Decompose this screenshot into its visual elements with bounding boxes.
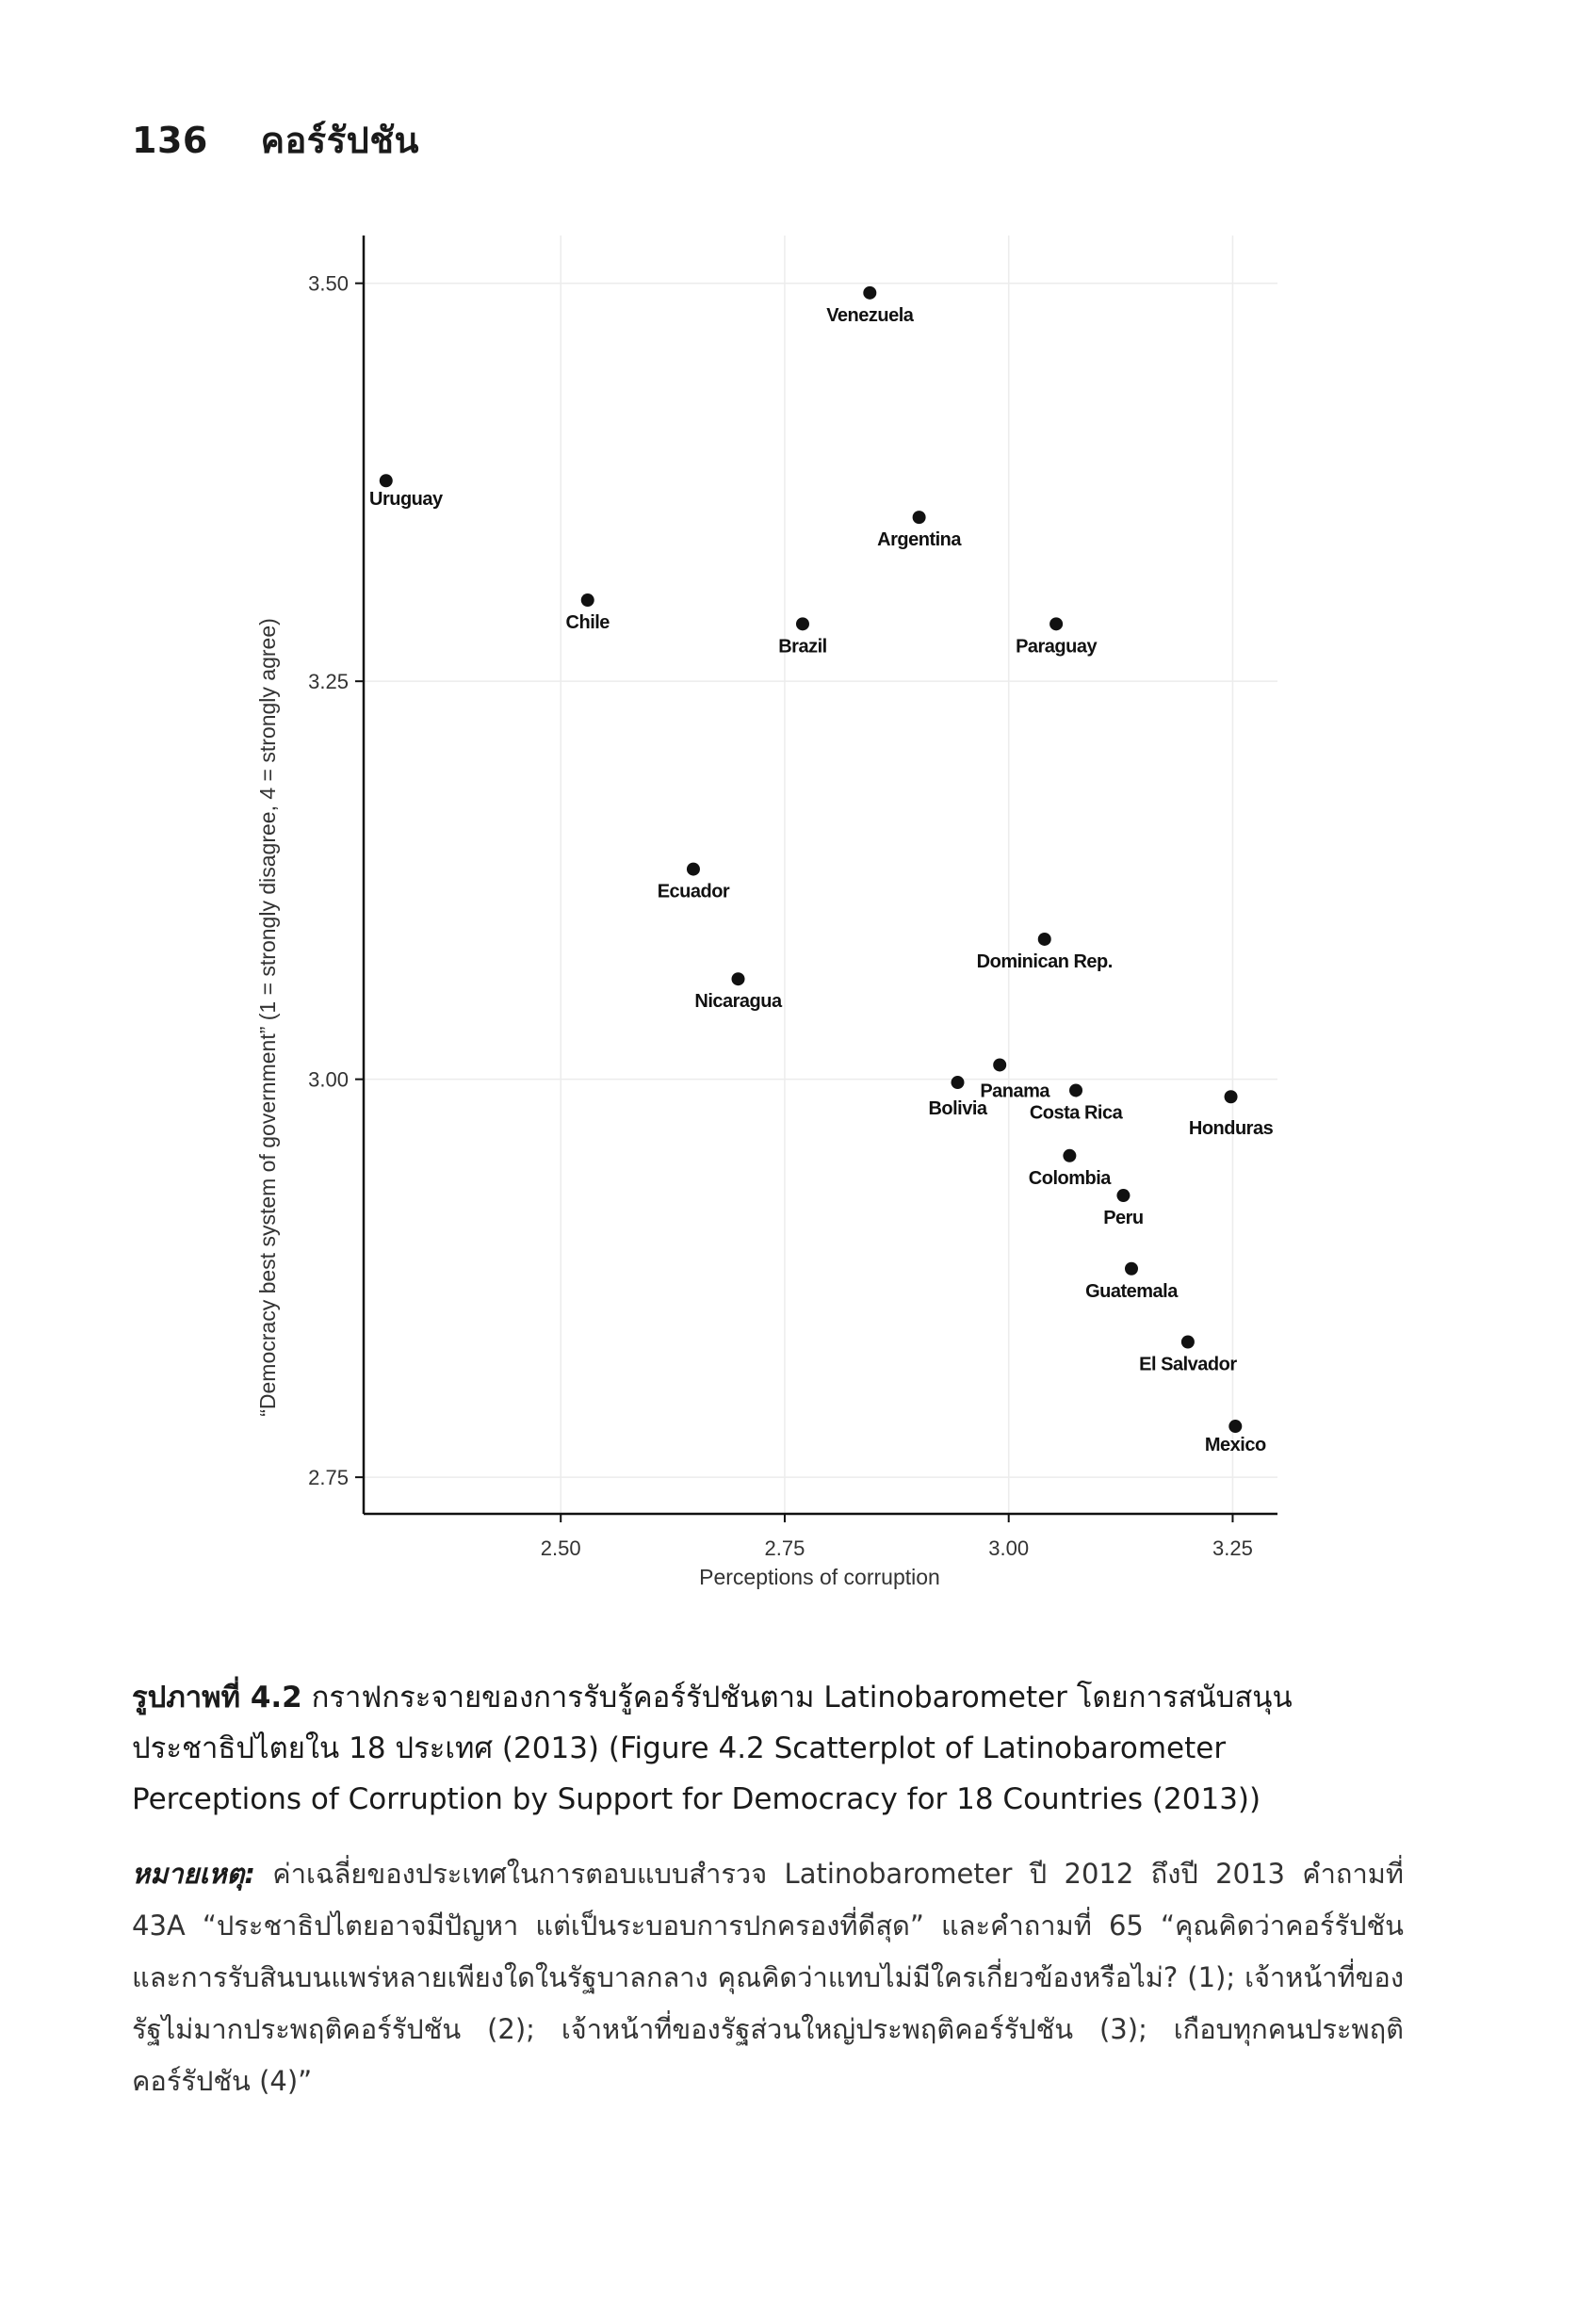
x-tick-label: 2.50 xyxy=(540,1536,581,1560)
point-mexico xyxy=(1228,1420,1242,1433)
data-points xyxy=(369,286,1274,1455)
point-brazil xyxy=(796,617,809,630)
caption-label: รูปภาพที่ 4.2 xyxy=(132,1681,302,1715)
y-axis-title: “Democracy best system of government” (1 = strongly disagree, 4 = strongly agree) xyxy=(255,618,280,1417)
y-tick-label: 3.50 xyxy=(308,271,349,296)
point-label-guatemala: Guatemala xyxy=(1085,1280,1178,1302)
point-label-argentina: Argentina xyxy=(877,529,962,551)
point-label-peru: Peru xyxy=(1103,1208,1144,1229)
point-label-brazil: Brazil xyxy=(778,636,827,658)
point-label-bolivia: Bolivia xyxy=(928,1098,987,1120)
point-peru xyxy=(1116,1189,1130,1202)
point-chile xyxy=(581,593,594,607)
page-number: 136 xyxy=(132,120,208,161)
y-tick-label: 3.25 xyxy=(308,670,349,694)
point-label-chile: Chile xyxy=(565,611,610,633)
point-label-colombia: Colombia xyxy=(1028,1167,1111,1189)
x-tick-label: 3.00 xyxy=(988,1536,1030,1560)
point-costa-rica xyxy=(1069,1083,1082,1097)
point-uruguay xyxy=(380,474,393,487)
x-axis-title: Perceptions of corruption xyxy=(699,1565,940,1589)
grid-lines xyxy=(364,236,1277,1514)
point-label-costa-rica: Costa Rica xyxy=(1029,1102,1123,1124)
point-colombia xyxy=(1063,1149,1076,1162)
note-text: ค่าเฉลี่ยของประเทศในการตอบแบบสำรวจ Latinobarometer ปี 2012 ถึงปี 2013 คำถามที่ 43A “ประชาธิปไตยอาจมีปัญหา แต่เป็นระบอบการปกครองที่ดีสุด” และคำถามที่ 65 “คุณคิดว่าคอร์รัปชันและการรับสินบนแพร่หลายเพียงใดในรัฐบาลกลาง คุณคิดว่าแทบไม่มีใครเกี่ยวข้องหรือไม่? (1); เจ้าหน้าที่ของรัฐไม่มากประพฤติคอร์รัปชัน (2); เจ้าหน้าที่ของรัฐส่วนใหญ่ประพฤติคอร์รัปชัน (3); เกือบทุกคนประพฤติคอร์รัปชัน (4)” xyxy=(132,1858,1404,2097)
point-label-panama: Panama xyxy=(980,1081,1050,1102)
point-label-el-salvador: El Salvador xyxy=(1139,1354,1237,1375)
figure-note xyxy=(132,1848,1404,2107)
point-dominican-rep xyxy=(1038,933,1051,946)
point-honduras xyxy=(1225,1090,1238,1103)
point-venezuela xyxy=(863,286,876,300)
point-label-nicaragua: Nicaragua xyxy=(694,991,782,1013)
x-tick-label: 2.75 xyxy=(764,1536,805,1560)
x-tick-label: 3.25 xyxy=(1212,1536,1253,1560)
point-guatemala xyxy=(1125,1262,1138,1276)
point-el-salvador xyxy=(1181,1335,1195,1348)
note-label: หมายเหตุ: xyxy=(132,1858,255,1890)
point-label-mexico: Mexico xyxy=(1204,1435,1266,1456)
point-label-uruguay: Uruguay xyxy=(369,489,443,511)
point-label-honduras: Honduras xyxy=(1188,1118,1274,1140)
caption-text: กราฟกระจายของการรับรู้คอร์รัปชันตาม Latinobarometer โดยการสนับสนุนประชาธิปไตยใน 18 ประเทศ (2013) (Figure 4.2 Scatterplot of Latinobarometer Perceptions of Corruption by Support for Democracy for 18 Countries (2013)) xyxy=(132,1681,1293,1816)
y-tick-label: 3.00 xyxy=(308,1067,349,1092)
point-nicaragua xyxy=(732,972,745,985)
point-ecuador xyxy=(687,863,700,876)
point-paraguay xyxy=(1049,617,1063,630)
axis-ticks xyxy=(308,272,1253,1560)
point-label-ecuador: Ecuador xyxy=(657,881,730,902)
point-argentina xyxy=(913,511,926,524)
figure-caption xyxy=(132,1672,1404,1825)
y-tick-label: 2.75 xyxy=(308,1466,349,1490)
book-title: คอร์รัปชัน xyxy=(260,120,420,161)
point-label-venezuela: Venezuela xyxy=(826,304,914,326)
point-bolivia xyxy=(952,1076,965,1089)
point-label-dominican-rep: Dominican Rep. xyxy=(976,951,1113,972)
point-label-paraguay: Paraguay xyxy=(1016,636,1098,658)
point-panama xyxy=(993,1058,1006,1071)
